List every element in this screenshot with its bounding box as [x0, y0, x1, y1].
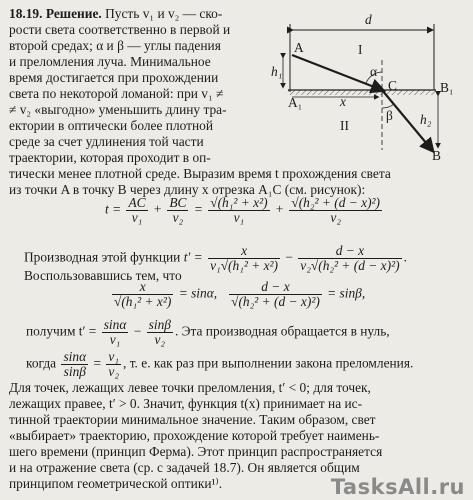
equation-sines: $\frac{x}{\text{√(h₁² + x²)}}$ = sinα, $\frac{d - x}{\text{√(h₂² + (d − x)²)}}$ = sinβ,	[114, 279, 366, 309]
incident-ray	[292, 55, 382, 90]
fraction: $\frac{AC}{\text{v₁}}$	[128, 195, 146, 225]
equation-time: t = $\frac{AC}{\text{v₁}}$ + $\frac{BC}{\text{v₂}}$ = $\frac{\text{√(h₁² + x²)}}{\text{v₁}}$ + $\frac{\text{√(h₂² + (d − x)²)}}{\text{v₂}}$	[105, 195, 381, 225]
text-line: и преломления луча. Минимальное	[9, 54, 211, 69]
text-line: и на отражение света (ср. с задачей 18.7). Он является общим	[9, 460, 360, 475]
fraction: $\frac{x}{\text{√(h₁² + x²)}}$	[114, 279, 172, 309]
fraction: $\frac{\text{v₁}}{\text{v₂}}$	[108, 349, 120, 379]
fraction: $\frac{\sin\alpha}{\sin\beta}$	[63, 349, 87, 379]
fraction: $\frac{\sin\alpha}{\text{v₁}}$	[103, 317, 127, 347]
label-alpha: α	[370, 64, 378, 79]
text-line: принципом геометрической оптики¹⁾.	[9, 476, 223, 491]
label-B1: B₁	[440, 80, 454, 95]
text-line: ≠ v₂ «выгодно» уменьшить длину тра-	[9, 102, 227, 117]
label-h1: h₁	[271, 64, 283, 79]
label-B: B	[432, 148, 441, 163]
label-C: C	[388, 78, 397, 93]
fraction: $\frac{d - x}{\text{√(h₂² + (d − x)²)}}$	[231, 279, 320, 309]
solution-label: Решение.	[45, 6, 102, 21]
text-line: время достигается при прохождении	[9, 70, 219, 85]
fraction: $\frac{BC}{\text{v₂}}$	[169, 195, 187, 225]
text-line: Для точек, лежащих левее точки преломления, t′ < 0; для точек,	[9, 380, 371, 395]
label-beta: β	[386, 108, 393, 123]
label-x: x	[340, 94, 346, 109]
label-d: d	[365, 12, 372, 27]
problem-number: 18.19.	[9, 6, 43, 21]
text-line: рости света соответственно в первой и	[9, 22, 231, 37]
label-A1: A₁	[288, 95, 303, 110]
text-line: ектории в оптически более плотной	[9, 118, 214, 133]
text-line: из точки A в точку B через длину x отрезка A₁C (см. рисунок):	[9, 182, 366, 197]
equation-snell: когда $\frac{\sin\alpha}{\sin\beta}$ = $\frac{\text{v₁}}{\text{v₂}}$ , т. е. как раз при выполнении закона преломления.	[26, 349, 414, 379]
watermark: TasksAll.ru	[330, 475, 465, 500]
equation-derivative-sines: получим t′ = $\frac{\sin\alpha}{\text{v₁}}$ − $\frac{\sin\beta}{\text{v₂}}$ . Эта производная обращается в нуль,	[26, 317, 390, 347]
label-A: A	[294, 40, 304, 55]
fraction: $\frac{x}{\text{v₁√(h₁² + x²)}}$	[210, 243, 279, 273]
fraction: $\frac{\sin\beta}{\text{v₂}}$	[148, 317, 171, 347]
label-h2: h₂	[420, 112, 432, 127]
text-line: тинной траектории минимальное значение. Таким образом, свет	[9, 412, 376, 427]
text-line: второй средах; α и β — углы падения	[9, 38, 221, 53]
text-line: света по некоторой ломаной: при v₁ ≠	[9, 86, 224, 101]
text-line: «выбирает» траекторию, прохождение которой требует наимень-	[9, 428, 380, 443]
text-line: среде за счет удлинения той части	[9, 134, 204, 149]
text-line: шего времени (принцип Ферма). Этот принцип распространяется	[9, 444, 383, 459]
text-line: лежащих правее, t′ > 0. Значит, функция t(x) принимает на ис-	[9, 396, 363, 411]
derivative-line: Производная этой функции t′ = $\frac{x}{\text{v₁√(h₁² + x²)}}$ − $\frac{d - x}{\text{v₂√(h₂² + (d − x)²)}}$ .	[24, 243, 407, 273]
fraction: $\frac{\text{√(h₁² + x²)}}{\text{v₁}}$	[210, 195, 268, 225]
text-line: тически менее плотной среде. Выразим время t прохождения света	[9, 166, 391, 181]
label-medium-II: II	[340, 118, 349, 133]
text-line: траектории, которая проходит в оп-	[9, 150, 211, 165]
fraction: $\frac{\text{√(h₂² + (d − x)²)}}{\text{v₂}}$	[291, 195, 381, 225]
label-medium-I: I	[358, 42, 363, 57]
text-line: Пусть v₁ и v₂ — ско-	[105, 6, 223, 21]
text-line: Воспользовавшись тем, что	[24, 268, 182, 283]
fraction: $\frac{d - x}{\text{v₂√(h₂² + (d − x)²)}}$	[300, 243, 400, 273]
